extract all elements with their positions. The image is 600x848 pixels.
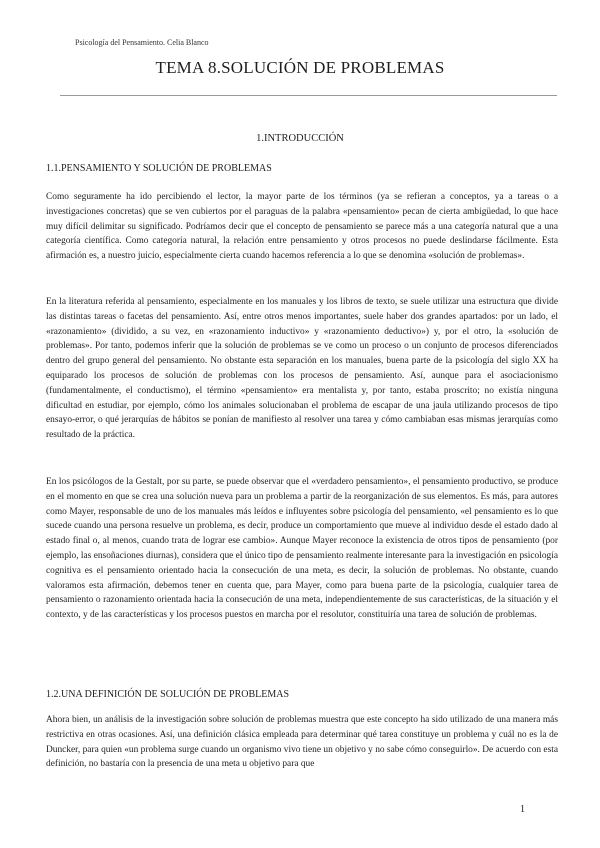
- paragraph-2: En la literatura referida al pensamiento, especialmente en los manuales y los libros de texto, se suele utilizar una estructura que divide las distintas tareas o facetas del pensamiento. Así, entre otros menos importantes, suele haber dos grandes apartados: por un lado, el «razonamiento» (dividido, a su vez, en «razonamiento inductivo» y «razonamiento deductivo») y, por el otro, la «solución de problemas». Por tanto, podemos inferir que la solución de problemas se ve como un proceso o un conjunto de procesos diferenciados dentro del grupo general del pensamiento. No obstante esta separación en los manuales, buena parte de la psicología del siglo XX ha equiparado los procesos de solución de problemas con los procesos de pensamiento. Así, aunque para el asociacionismo (fundamentalmente, el conductismo), el término «pensamiento» era mentalista y, por tanto, estaba proscrito; no existía ninguna dificultad en estudiar, por ejemplo, cómo los animales solucionaban el problema de escapar de una jaula utilizando procesos de tipo ensayo-error, o qué jerarquías de hábitos se ponían de manifiesto al resolver una tarea y cómo cambiaban esas mismas jerarquías como resultado de la práctica.: [46, 297, 558, 441]
- page-title: TEMA 8.SOLUCIÓN DE PROBLEMAS: [155, 58, 445, 77]
- title-divider: [60, 95, 557, 96]
- paragraph-3: En los psicólogos de la Gestalt, por su parte, se puede observar que el «verdadero pensamiento», el pensamiento productivo, se produce en el momento en que se crea una solución nueva para un problema a partir de la reorganización de sus elementos. Es más, para autores como Mayer, responsable de uno de los manuales más leídos e influyentes sobre psicología del pensamiento, «el pensamiento es lo que sucede cuando una persona resuelve un problema, es decir, produce un comportamiento que mueve al individuo desde el estado dado al estado final o, al menos, cuando trata de lograr ese cambio». Aunque Mayer reconoce la existencia de otros tipos de pensamiento (por ejemplo, las ensoñaciones diurnas), considera que el único tipo de pensamiento realmente interesante para la investigación en psicología cognitiva es el pensamiento orientado hacia la consecución de una meta, es decir, la solución de problemas. No obstante, cuando valoramos esta afirmación, debemos tener en cuenta que, para Mayer, como para buena parte de la psicología, cualquier tarea de pensamiento o razonamiento orientada hacia la consecución de una meta, independientemente de sus características, de la situación y el contexto, y de las características y los procesos puestos en marcha por el resolutor, constituiría una tarea de solución de problemas.: [46, 477, 558, 621]
- paragraph-1: Como seguramente ha ido percibiendo el lector, la mayor parte de los términos (ya se refieran a conceptos, ya a tareas o a investigaciones concretas) que se ven cubiertos por el paraguas de la palabra «pensamiento» pecan de cierta ambigüedad, lo que hace muy difícil delimitar su significado. Podríamos decir que el concepto de pensamiento se parece más a una categoría natural que a una categoría científica. Como categoría natural, la relación entre pensamiento y otros procesos no puede deslindarse fácilmente. Esta afirmación es, a nuestro juicio, especialmente cierta cuando hacemos referencia a lo que se denomina «solución de problemas».: [46, 192, 558, 262]
- paragraph-4: Ahora bien, un análisis de la investigación sobre solución de problemas muestra que este concepto ha sido utilizado de una manera más restrictiva en otras ocasiones. Así, una definición clásica empleada para determinar qué tarea constituye un problema y cuál no es la de Duncker, para quien «un problema surge cuando un organismo vivo tiene un objetivo y no sabe cómo conseguirlo». De acuerdo con esta definición, no bastaría con la presencia de una meta u objetivo para que: [46, 715, 558, 770]
- section-title: 1.INTRODUCCIÓN: [256, 133, 344, 144]
- subheading-1-2: 1.2.UNA DEFINICIÓN DE SOLUCIÓN DE PROBLEMAS: [46, 689, 290, 700]
- page-number: 1: [520, 804, 525, 815]
- subheading-1-1: 1.1.PENSAMIENTO Y SOLUCIÓN DE PROBLEMAS: [46, 163, 272, 174]
- running-header: Psicología del Pensamiento. Celia Blanco: [75, 38, 209, 47]
